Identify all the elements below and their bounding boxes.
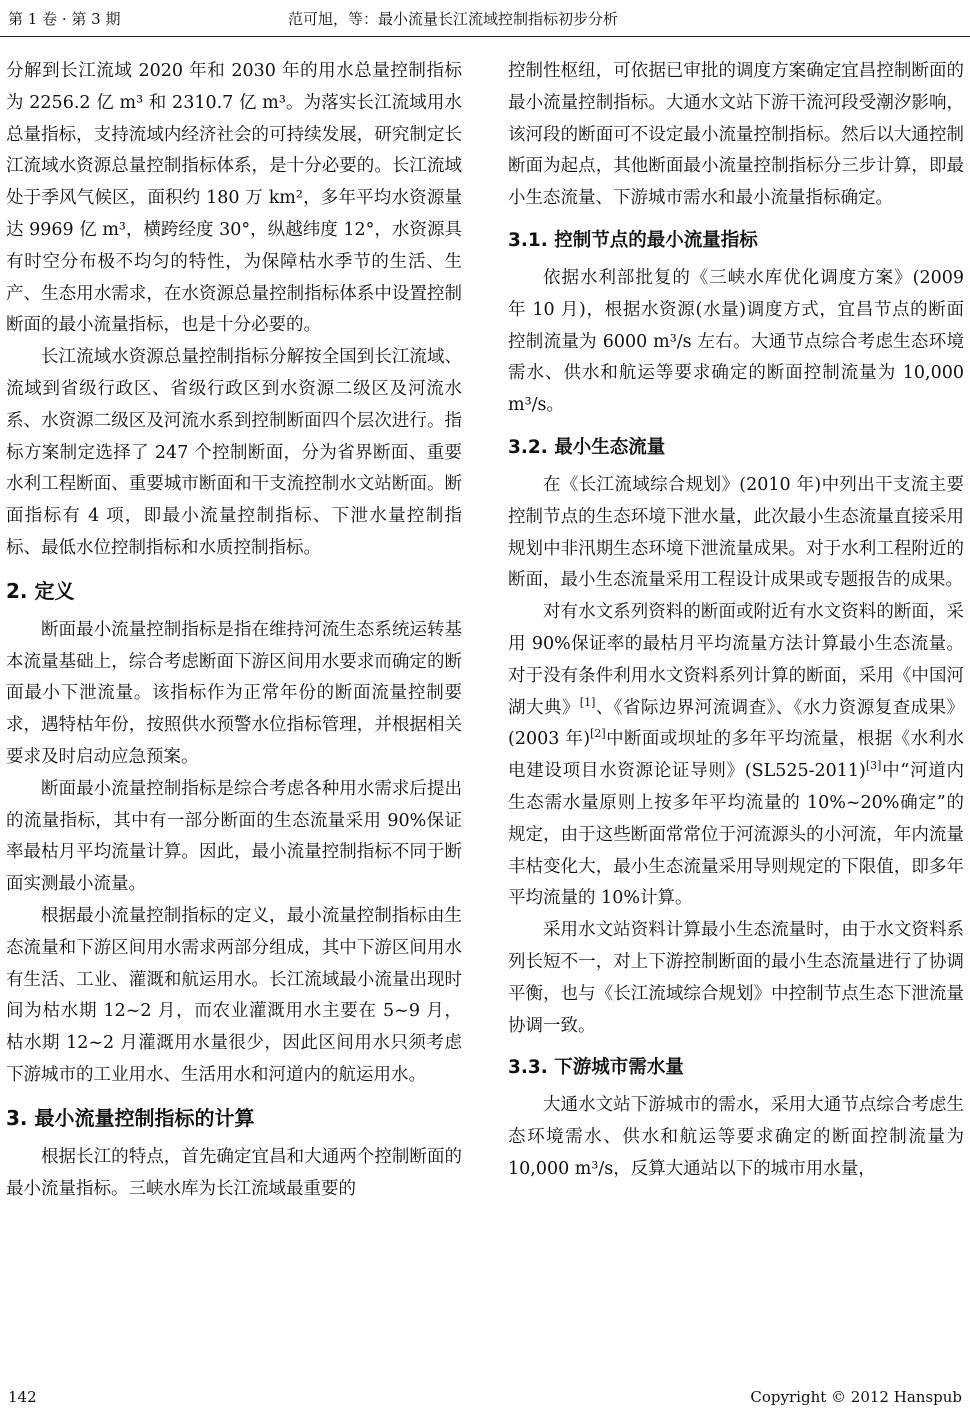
copyright-notice: Copyright © 2012 Hanspub: [750, 1388, 962, 1406]
paragraph: 断面最小流量控制指标是综合考虑各种用水需求后提出的流量指标，其中有一部分断面的生态流量采用 90%保证率最枯月平均流量计算。因此，最小流量控制指标不同于断面实测最小流量。: [6, 778, 462, 895]
running-title: 范可旭，等：最小流量长江流域控制指标初步分析: [288, 10, 619, 28]
paragraph: 在《长江流域综合规划》(2010 年)中列出干支流主要控制节点的生态环境下泄水量，此次最小生态流量直接采用规划中非汛期生态环境下泄流量成果。对于水利工程附近的断面，最小生态流量采用工程设计成果或专题报告的成果。: [508, 474, 964, 591]
paragraph: 大通水文站下游城市的需水，采用大通节点综合考虑生态环境需水、供水和航运等要求确定的断面控制流量为 10,000 m³/s，反算大通站以下的城市用水量，: [508, 1095, 964, 1179]
citation-ref[interactable]: [2]: [590, 727, 606, 741]
subsection-heading-3-2: 3.2. 最小生态流量: [508, 436, 666, 458]
section-heading-calculation: 3. 最小流量控制指标的计算: [6, 1105, 255, 1130]
subsection-heading-3-3: 3.3. 下游城市需水量: [508, 1057, 684, 1079]
paragraph: 长江流域水资源总量控制指标分解按全国到长江流域、流域到省级行政区、省级行政区到水资源二级区及河流水系、水资源二级区及河流水系到控制断面四个层次进行。指标方案制定选择了 247 个控制断面，分为省界断面、重要水利工程断面、重要城市断面和干支流控制水文站断面。断面指标有 4 项，即最小流量控制指标、下泄水量控制指标、最低水位控制指标和水质控制指标。: [6, 347, 462, 558]
paragraph: 分解到长江流域 2020 年和 2030 年的用水总量控制指标为 2256.2 亿 m³ 和 2310.7 亿 m³。为落实长江流域用水总量指标，支持流域内经济社会的可持续发展，研究制定长江流域水资源总量控制指标体系，是十分必要的。长江流域处于季风气候区，面积约 180 万 km²，多年平均水资源量达 9969 亿 m³，横跨经度 30°，纵越纬度 12°，水资源具有时空分布极不均匀的特性，为保障枯水季节的生活、生产、生态用水需求，在水资源总量控制指标体系中设置控制断面的最小流量指标，也是十分必要的。: [6, 61, 462, 336]
page-footer: [0, 1388, 970, 1414]
text-run: 中“河道内生态需水量原则上按多年平均流量的 10%~20%确定”的规定，由于这些断面常常位于河流源头的小河流，年内流量丰枯变化大，最小生态流量采用导则规定的下限值，即多年平均流量的 10%计算。: [508, 761, 964, 909]
citation-ref[interactable]: [1]: [579, 695, 596, 709]
page-number: 142: [8, 1388, 37, 1406]
paragraph: 根据长江的特点，首先确定宜昌和大通两个控制断面的最小流量指标。三峡水库为长江流域最重要的: [6, 1146, 462, 1199]
right-column: [508, 56, 964, 1186]
citation-ref[interactable]: [3]: [865, 759, 882, 773]
paragraph: 控制性枢纽，可依据已审批的调度方案确定宜昌控制断面的最小流量控制指标。大通水文站下游干流河段受潮汐影响，该河段的断面可不设定最小流量控制指标。然后以大通控制断面为起点，其他断面最小流量控制指标分三步计算，即最小生态流量、下游城市需水和最小流量指标确定。: [508, 61, 964, 209]
paragraph: 根据最小流量控制指标的定义，最小流量控制指标由生态流量和下游区间用水需求两部分组成，其中下游区间用水有生活、工业、灌溉和航运用水。长江流域最小流量出现时间为枯水期 12~2 月，而农业灌溉用水主要在 5~9 月，枯水期 12~2 月灌溉用水量很少，因此区间用水只须考虑下游城市的工业用水、生活用水和河道内的航运用水。: [6, 905, 462, 1085]
left-column: [6, 56, 462, 1205]
running-header: [0, 0, 970, 37]
text-run: 对有水文系列资料的断面或附近有水文资料的断面，采用 90%保证率的最枯月平均流量方法计算最小生态流量。对于没有条件利用水文资料系列计算的断面，采用《中国河湖大典》: [508, 602, 964, 718]
text-run: 中断面或坝址的多年平均流量，根据《水利水电建设项目水资源论证导则》(SL525-2011): [508, 729, 964, 782]
paragraph: 断面最小流量控制指标是指在维持河流生态系统运转基本流量基础上，综合考虑断面下游区间用水要求而确定的断面最小下泄流量。该指标作为正常年份的断面流量控制要求，遇特枯年份，按照供水预警水位指标管理，并根据相关要求及时启动应急预案。: [6, 619, 462, 767]
subsection-heading-3-1: 3.1. 控制节点的最小流量指标: [508, 229, 758, 251]
text-run: 、《省际边界河流调查》、《水力资源复查成果》(2003 年): [508, 697, 965, 750]
paragraph: 采用水文站资料计算最小生态流量时，由于水文资料系列长短不一，对上下游控制断面的最小生态流量进行了协调平衡，也与《长江流域综合规划》中控制节点生态下泄流量协调一致。: [508, 920, 964, 1036]
volume-issue: 第 1 卷 · 第 3 期: [8, 10, 121, 28]
paragraph: 依据水利部批复的《三峡水库优化调度方案》(2009 年 10 月)，根据水资源(水量)调度方式，宜昌节点的断面控制流量为 6000 m³/s 左右。大通节点综合考虑生态环境需水、供水和航运等要求确定的断面控制流量为 10,000 m³/s。: [508, 267, 964, 416]
paragraph-with-citations: [508, 597, 964, 915]
section-heading-definition: 2. 定义: [6, 578, 75, 603]
